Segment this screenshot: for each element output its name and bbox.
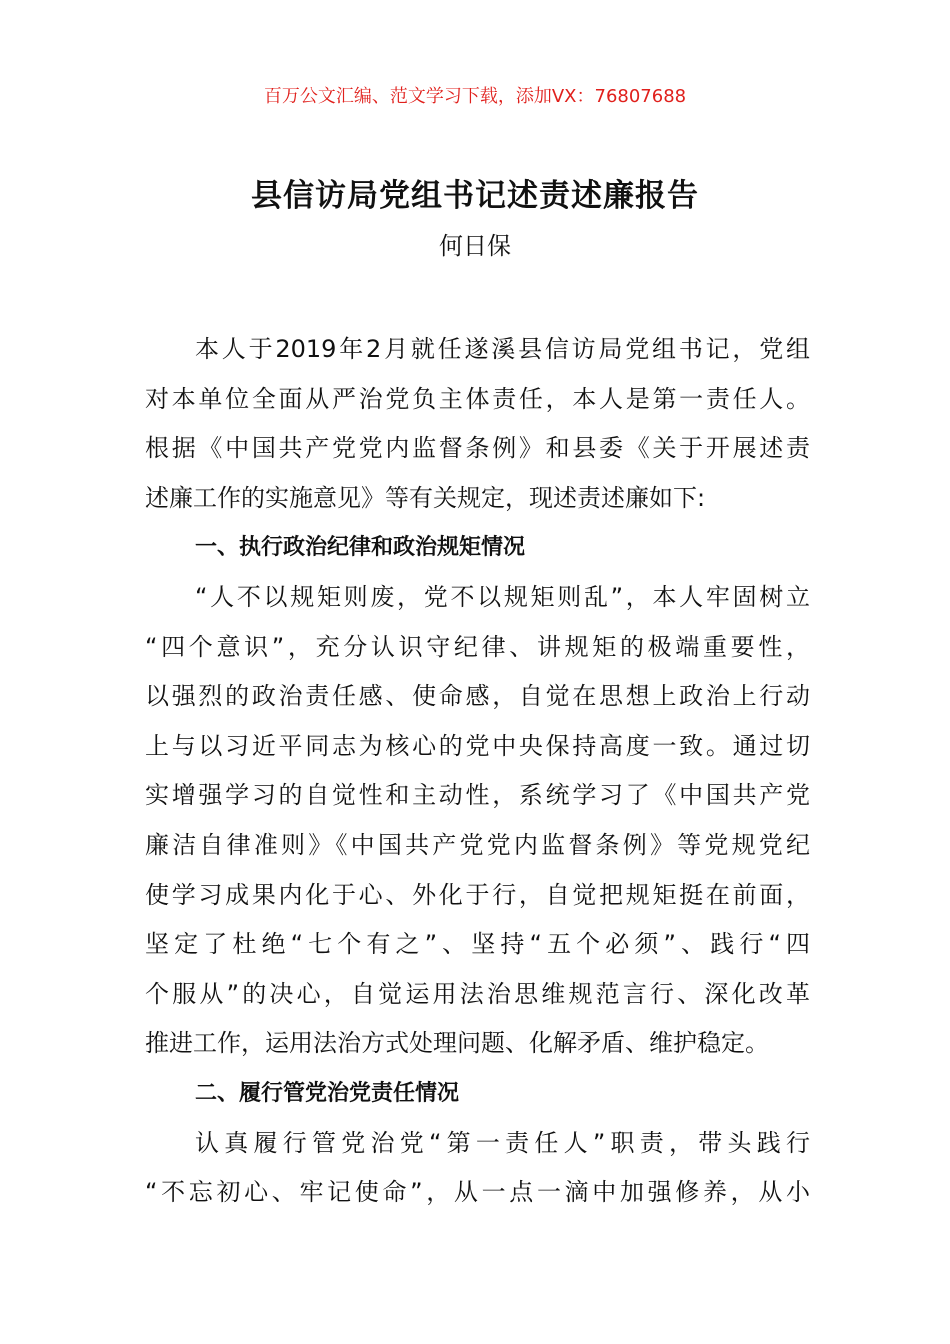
paragraph-line: 使学习成果内化于心、外化于行，自觉把规矩挺在前面， (145, 880, 810, 909)
paragraph-line: 根据《中国共产党党内监督条例》和县委《关于开展述责 (145, 434, 810, 463)
paragraph-line: “四个意识”，充分认识守纪律、讲规矩的极端重要性， (145, 632, 810, 661)
paragraph-line: 认真履行管党治党“第一责任人”职责，带头践行 (195, 1128, 810, 1157)
paragraph-line: 廉洁自律准则》《中国共产党党内监督条例》等党规党纪 (145, 830, 810, 859)
document-title: 县信访局党组书记述责述廉报告 (251, 178, 699, 214)
paragraph-line: “不忘初心、牢记使命”，从一点一滴中加强修养，从小 (145, 1178, 810, 1207)
section-heading: 二、履行管党治党责任情况 (195, 1080, 460, 1106)
paragraph-line: 推进工作，运用法治方式处理问题、化解矛盾、维护稳定。 (145, 1029, 769, 1058)
paragraph-line: 上与以习近平同志为核心的党中央保持高度一致。通过切 (145, 731, 810, 760)
paragraph-line: 对本单位全面从严治党负主体责任，本人是第一责任人。 (145, 384, 810, 413)
paragraph-line: 以强烈的政治责任感、使命感，自觉在思想上政治上行动 (145, 682, 810, 711)
paragraph-line: 本人于2019年2月就任遂溪县信访局党组书记，党组 (195, 335, 810, 363)
paragraph-line: 坚定了杜绝“七个有之”、坚持“五个必须”、践行“四 (145, 930, 810, 959)
document-body (145, 325, 810, 1218)
paragraph-line: 实增强学习的自觉性和主动性，系统学习了《中国共产党 (145, 781, 810, 810)
paragraph-line: 个服从”的决心，自觉运用法治思维规范言行、深化改革 (145, 979, 810, 1008)
paragraph-line: 述廉工作的实施意见》等有关规定，现述责述廉如下: (145, 483, 706, 512)
document-author: 何日保 (439, 232, 511, 260)
section-heading: 一、执行政治纪律和政治规矩情况 (195, 535, 526, 561)
promo-banner: 百万公文汇编、范文学习下载，添加VX：76807688 (263, 86, 687, 107)
paragraph-line: “人不以规矩则废，党不以规矩则乱”，本人牢固树立 (195, 582, 810, 611)
